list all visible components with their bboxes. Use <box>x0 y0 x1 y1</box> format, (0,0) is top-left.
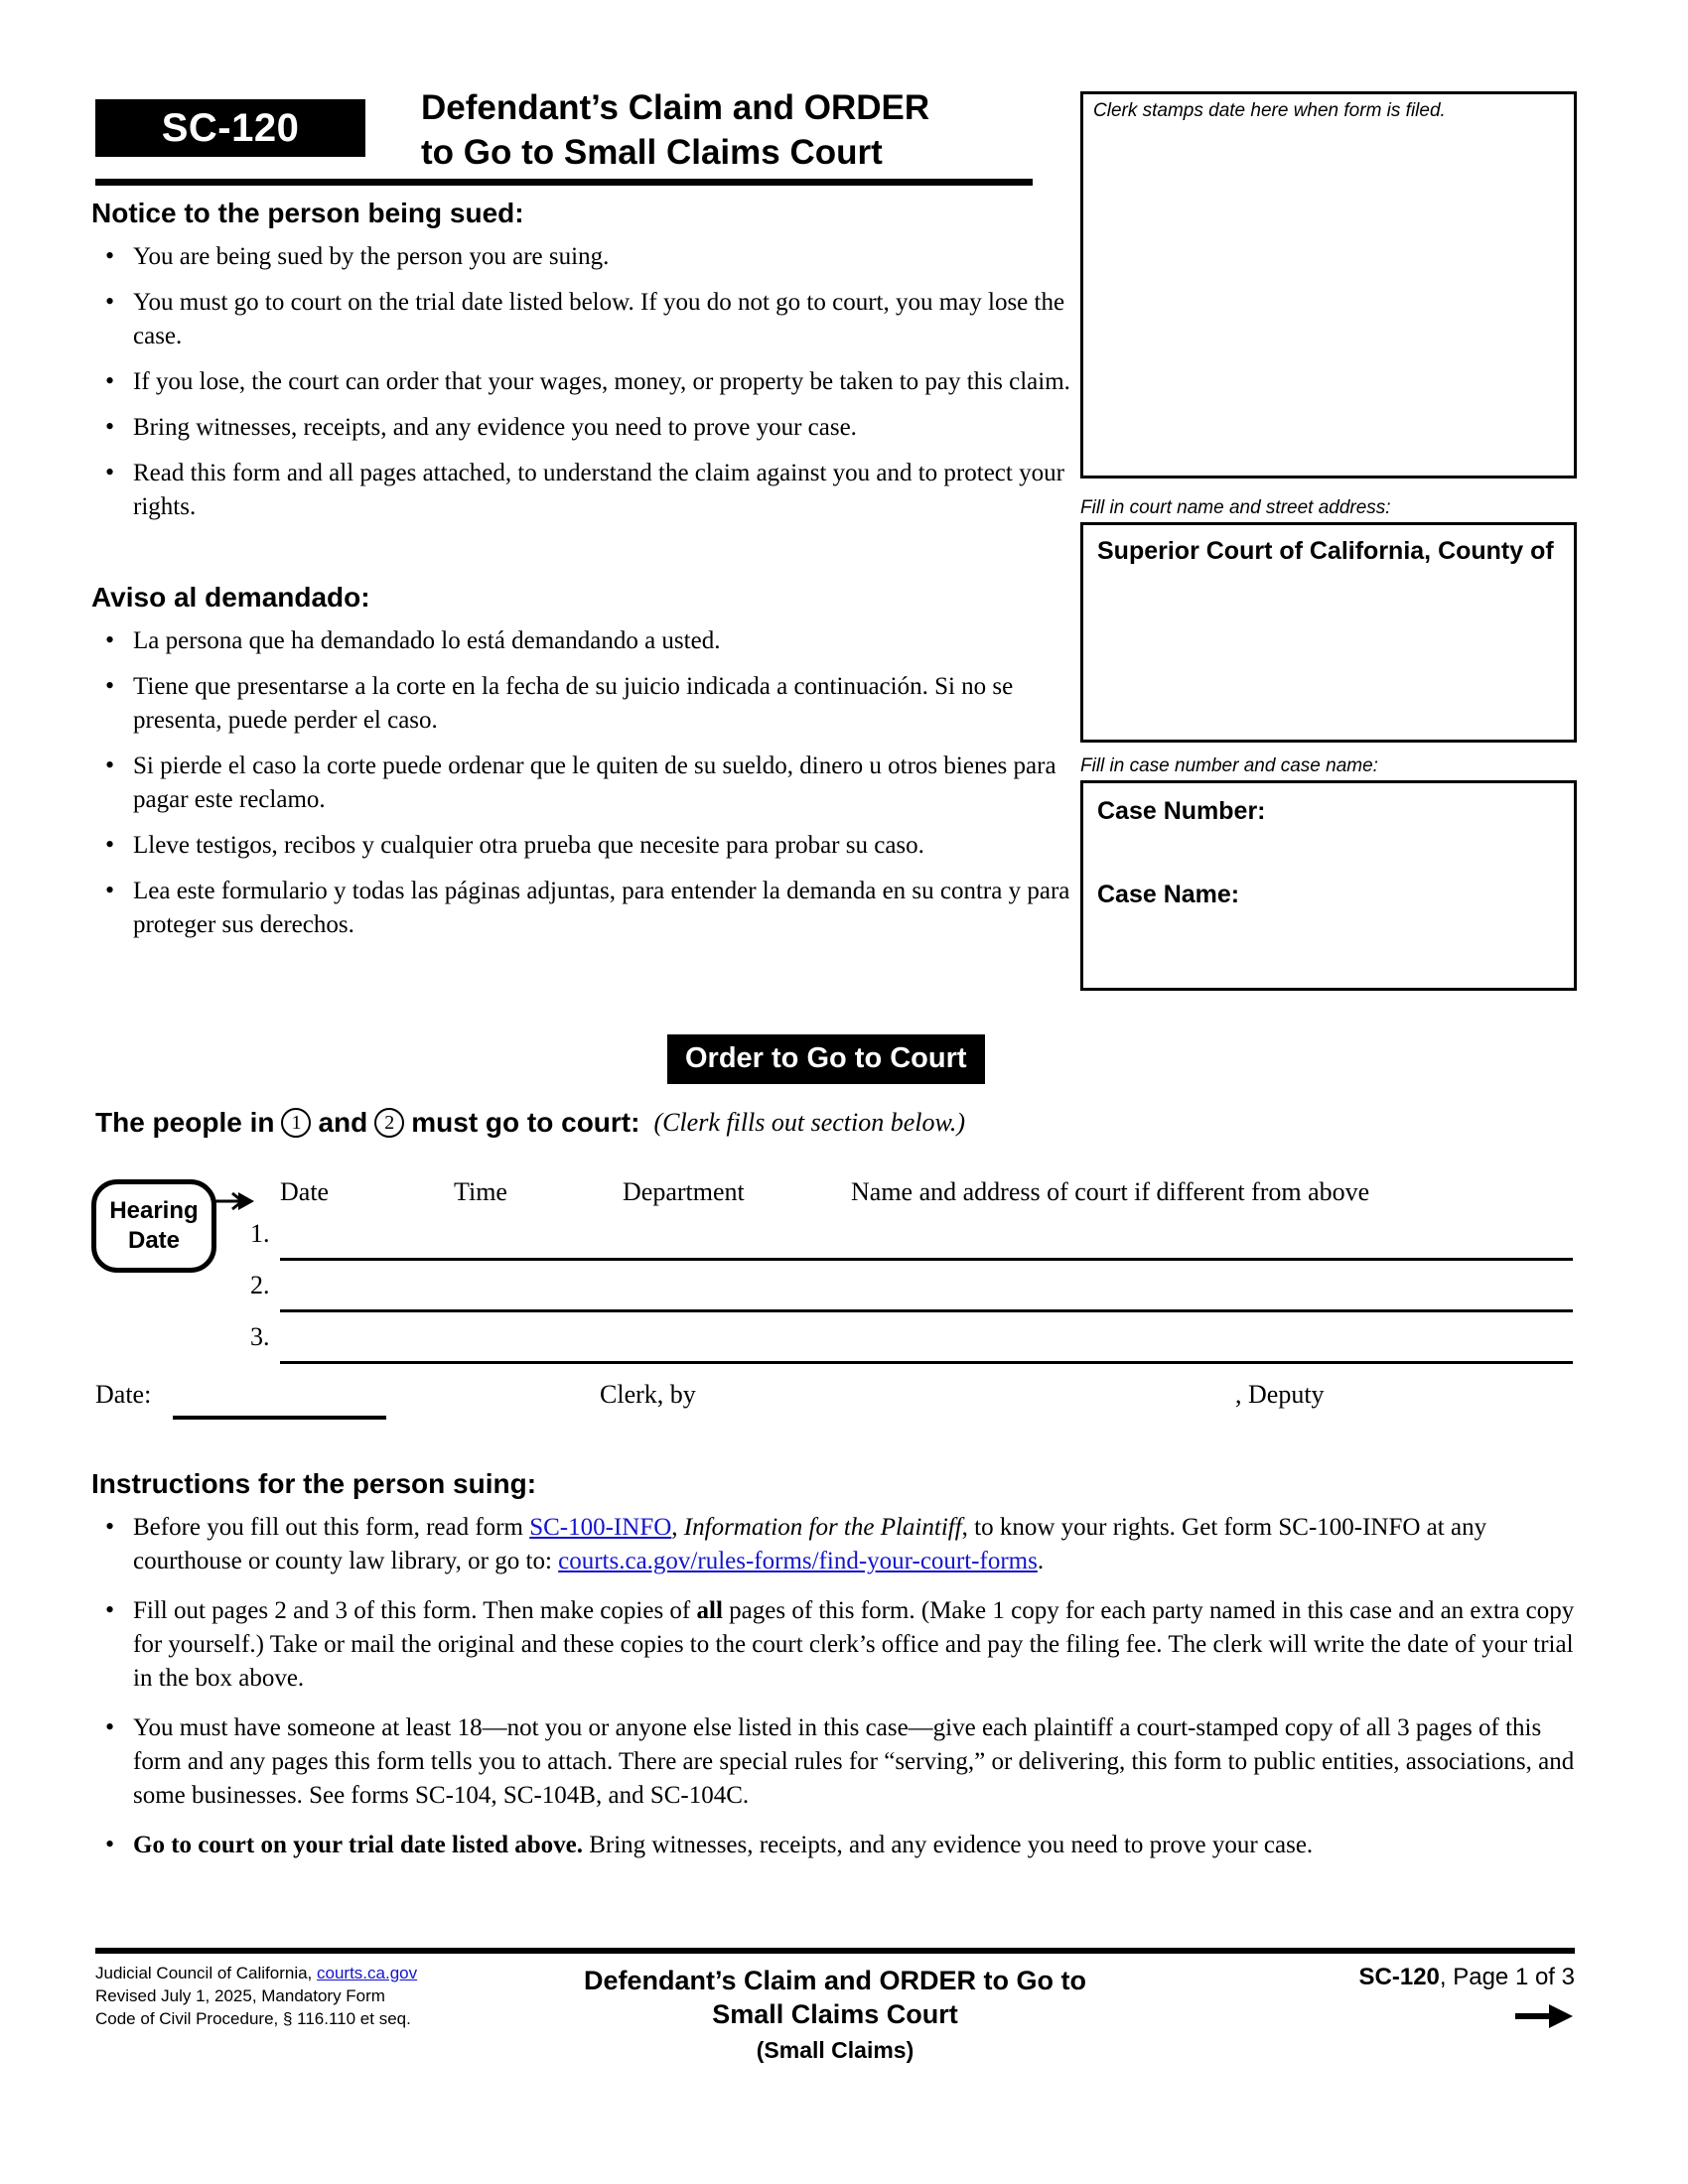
notice-spanish <box>91 581 1084 954</box>
footer-legal-block <box>95 1962 417 2030</box>
footer-divider <box>95 1948 1575 1954</box>
footer-title-line2: Small Claims Court <box>712 1999 958 2029</box>
row-number: 1. <box>250 1219 270 1248</box>
column-tick <box>831 1258 832 1261</box>
list-item: • Lea este formulario y todas las páginas adjuntas, para entender la demanda en su contra y para proteger sus derechos. <box>91 875 1084 942</box>
table-row[interactable] <box>250 1269 1573 1320</box>
court-name-section <box>1080 496 1577 743</box>
row-rule <box>280 1361 1573 1364</box>
column-tick <box>603 1361 604 1364</box>
hearing-date-table <box>250 1177 1573 1372</box>
footer-page-number: , Page 1 of 3 <box>1439 1964 1575 1990</box>
link-sc-100-info[interactable]: SC-100-INFO <box>529 1514 672 1541</box>
column-header-court-address: Name and address of court if different from above <box>851 1177 1370 1206</box>
people-suffix: must go to court: <box>411 1107 640 1138</box>
clerk-stamp-section <box>1080 91 1577 478</box>
column-tick <box>831 1309 832 1312</box>
date-input-rule[interactable] <box>173 1416 386 1420</box>
deputy-label: , Deputy <box>1235 1380 1325 1409</box>
clerk-signature-line <box>95 1380 1575 1426</box>
footer-line-2: Revised July 1, 2025, Mandatory Form <box>95 1986 385 2005</box>
clerk-by-label: Clerk, by <box>600 1380 696 1409</box>
notice-spanish-list <box>91 624 1084 942</box>
circled-number-1: 1 <box>281 1108 311 1138</box>
instruction-2-text-a: Fill out pages 2 and 3 of this form. Then make copies of <box>133 1597 697 1624</box>
court-name-field[interactable] <box>1080 522 1577 743</box>
notice-english <box>91 197 1084 536</box>
row-number: 2. <box>250 1271 270 1299</box>
clerk-stamp-box[interactable] <box>1080 91 1577 478</box>
list-item: • Lleve testigos, recibos y cualquier otra prueba que necesite para probar su caso. <box>91 829 1084 863</box>
arrow-right-icon <box>214 1188 254 1214</box>
instruction-4-rest: Bring witnesses, receipts, and any evidence you need to prove your case. <box>582 1832 1314 1858</box>
instructions-list <box>91 1511 1581 1862</box>
court-name-caption: Fill in court name and street address: <box>1080 497 1391 518</box>
list-item <box>91 1594 1581 1696</box>
row-rule <box>280 1258 1573 1261</box>
instruction-1-text-a: Before you fill out this form, read form <box>133 1514 530 1541</box>
column-tick <box>603 1309 604 1312</box>
hearing-date-badge <box>91 1179 216 1273</box>
page-title-line1: Defendant’s Claim and ORDER <box>421 88 930 127</box>
row-rule <box>280 1309 1573 1312</box>
court-name-value: Superior Court of California, County of <box>1097 537 1554 565</box>
clerk-stamp-caption: Clerk stamps date here when form is filed. <box>1093 100 1446 121</box>
list-item: • Read this form and all pages attached, to understand the claim against you and to protect your rights. <box>91 457 1084 524</box>
clerk-fills-note: (Clerk fills out section below.) <box>653 1108 966 1137</box>
list-item <box>91 1511 1581 1578</box>
people-middle: and <box>318 1107 368 1138</box>
list-item: • You must have someone at least 18—not you or anyone else listed in this case—give each plaintiff a court-stamped copy of all 3 pages of this form and any pages this form tells you to attach. There are special rules for “serving,” or delivering, this form to public entities, associations, and some businesses. See forms SC-104, SC-104B, and SC-104C. <box>91 1711 1581 1813</box>
circled-number-2: 2 <box>374 1108 404 1138</box>
case-info-field[interactable] <box>1080 780 1577 991</box>
list-item: • You must go to court on the trial date listed below. If you do not go to court, you may lose the case. <box>91 286 1084 353</box>
instruction-1-text-c: , to know your rights. Get form SC-100-INFO at any courthouse or county law library, or go to: <box>133 1514 1487 1574</box>
hearing-badge-line1: Hearing <box>109 1197 199 1224</box>
instruction-4-bold: Go to court on your trial date listed above. <box>133 1832 583 1858</box>
link-courts-ca-gov[interactable]: courts.ca.gov <box>317 1964 418 1982</box>
footer-council-text: Judicial Council of California, <box>95 1964 317 1982</box>
notice-english-list <box>91 240 1084 524</box>
instruction-2-bold: all <box>696 1597 723 1624</box>
page-footer <box>95 1958 1575 2107</box>
list-item: • If you lose, the court can order that your wages, money, or property be taken to pay this claim. <box>91 365 1084 399</box>
list-item <box>91 1829 1581 1862</box>
form-header <box>95 85 1033 185</box>
list-item: • You are being sued by the person you are suing. <box>91 240 1084 274</box>
date-label: Date: <box>95 1380 152 1409</box>
notice-spanish-heading: Aviso al demandado: <box>91 582 370 613</box>
table-row[interactable] <box>250 1217 1573 1269</box>
column-tick <box>434 1361 435 1364</box>
footer-title-sub: (Small Claims) <box>756 2037 914 2063</box>
footer-form-title <box>423 1964 1247 2067</box>
column-tick <box>603 1258 604 1261</box>
footer-page-info <box>1359 1964 1575 1991</box>
page-title <box>421 85 929 175</box>
list-item: • Bring witnesses, receipts, and any evidence you need to prove your case. <box>91 411 1084 445</box>
notice-english-heading: Notice to the person being sued: <box>91 198 524 228</box>
table-row[interactable] <box>250 1320 1573 1372</box>
people-must-go-line <box>95 1107 965 1139</box>
column-header-department: Department <box>623 1177 745 1206</box>
instructions-heading: Instructions for the person suing: <box>91 1468 537 1499</box>
case-name-label: Case Name: <box>1097 881 1240 908</box>
arrow-right-icon <box>1515 2001 1575 2031</box>
list-item: • Tiene que presentarse a la corte en la fecha de su juicio indicada a continuación. Si no se presenta, puede perder el caso. <box>91 670 1084 738</box>
column-header-time: Time <box>454 1177 507 1206</box>
case-number-label: Case Number: <box>1097 797 1266 825</box>
people-prefix: The people in <box>95 1107 275 1138</box>
order-banner: Order to Go to Court <box>667 1034 985 1084</box>
case-info-section <box>1080 754 1577 991</box>
list-item: • La persona que ha demandado lo está demandando a usted. <box>91 624 1084 658</box>
footer-line-1 <box>95 1962 417 1984</box>
instruction-2-text-b: pages of this form. (Make 1 copy for each party named in this case and an extra copy for yourself.) Take or mail the original and these copies to the court clerk’s office and pay the filing fee. The clerk will write the date of your trial in the box above. <box>133 1597 1575 1692</box>
instruction-1-text-d: . <box>1037 1548 1045 1574</box>
row-number: 3. <box>250 1322 270 1351</box>
list-item: • Si pierde el caso la corte puede ordenar que le quiten de su sueldo, dinero u otros bienes para pagar este reclamo. <box>91 750 1084 817</box>
footer-form-number: SC-120 <box>1358 1964 1440 1990</box>
footer-line-3: Code of Civil Procedure, § 116.110 et seq. <box>95 2009 411 2028</box>
column-header-date: Date <box>280 1177 330 1206</box>
instruction-1-italic: Information for the Plaintiff <box>683 1514 962 1541</box>
column-tick <box>434 1258 435 1261</box>
footer-title-line1: Defendant’s Claim and ORDER to Go to <box>583 1966 1087 1995</box>
form-number-badge: SC-120 <box>95 99 365 157</box>
instruction-1-text-b: , <box>671 1514 684 1541</box>
hearing-table-header <box>250 1177 1573 1217</box>
link-find-your-court-forms[interactable]: courts.ca.gov/rules-forms/find-your-court-forms <box>558 1548 1038 1574</box>
column-tick <box>831 1361 832 1364</box>
case-info-caption: Fill in case number and case name: <box>1080 755 1378 776</box>
header-divider <box>95 179 1033 186</box>
hearing-badge-line2: Date <box>127 1227 181 1254</box>
page-title-line2: to Go to Small Claims Court <box>421 133 883 172</box>
instructions-section <box>91 1467 1581 1878</box>
column-tick <box>434 1309 435 1312</box>
